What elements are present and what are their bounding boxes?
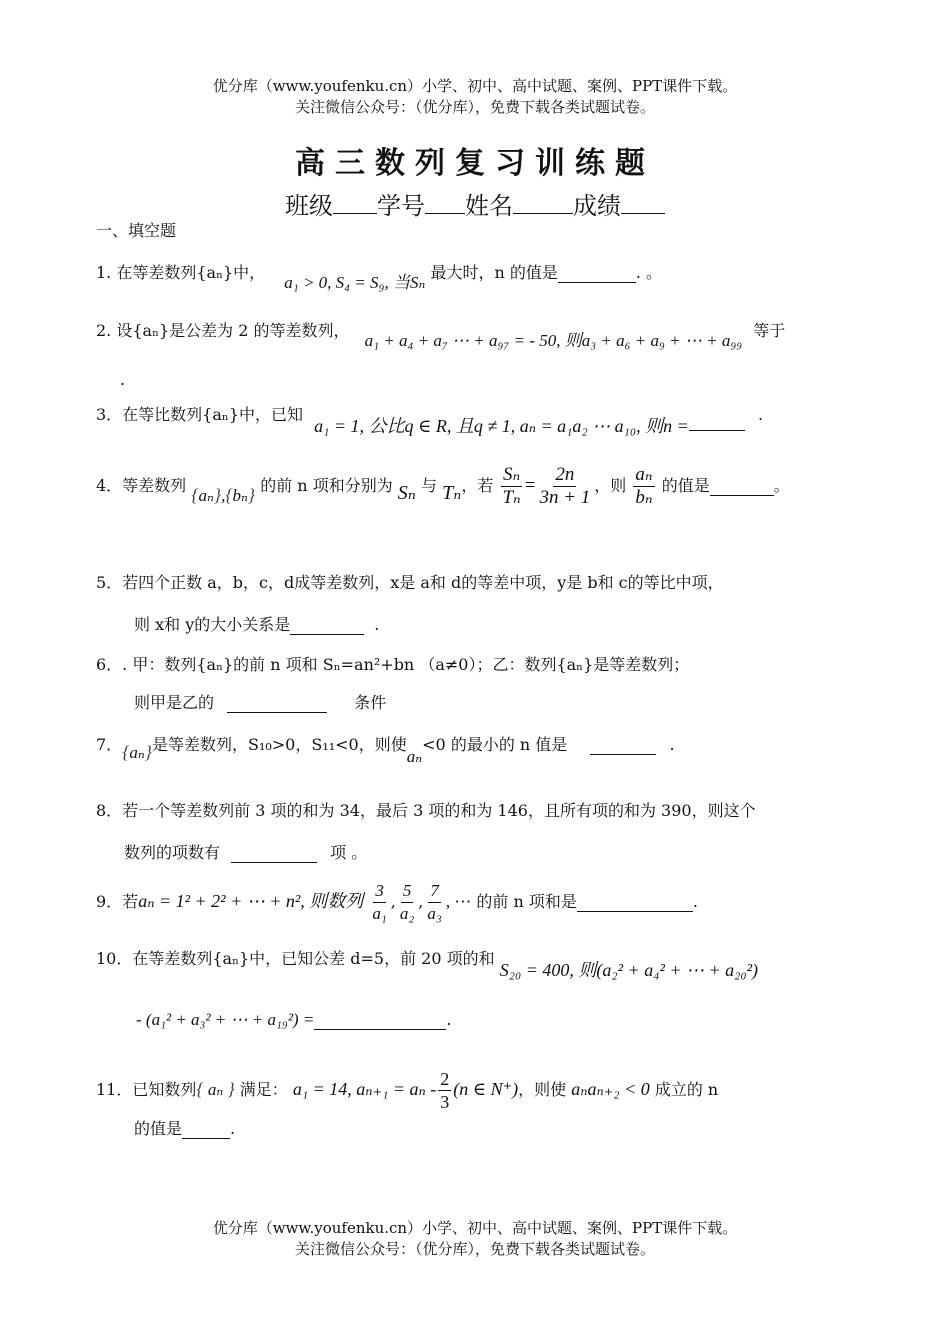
q9-text: 9．若 <box>96 892 139 911</box>
question-9: 9．若aₙ = 1² + 2² + ⋯ + n², 则数列 $\frac{3}{\text{a₁}}$ , $\frac{5}{\text{a₂}}$ , $\frac{7}{\text{a₃}}$ , ⋯ 的前 n 项和是 . <box>96 881 698 923</box>
section-heading: 一、填空题 <box>96 221 177 240</box>
q4-text-3: 与 <box>421 476 438 495</box>
question-10 <box>96 944 759 980</box>
q5-answer-blank <box>290 615 364 635</box>
q10-formula: S₂₀ = 400, 则(a₂² + a₄² + ⋯ + a₂₀²) <box>499 960 759 980</box>
q7-an: aₙ <box>406 747 423 766</box>
q7-text: 7． <box>96 735 123 754</box>
q9-text-2: 的前 n 项和是 <box>476 892 577 911</box>
q10-text: 10．在等差数列{aₙ}中，已知公差 d=5，前 20 项的和 <box>96 949 495 968</box>
question-11 <box>96 1068 718 1113</box>
q9-frac-2: $\frac{5}{\text{a₂}}$ <box>399 881 415 923</box>
question-5-line-1: 5．若四个正数 a，b，c，d成等差数列，x是 a和 d的等差中项，y是 b和 c的等比中项， <box>96 573 724 592</box>
question-2 <box>96 316 786 350</box>
q2-text: 2. 设{aₙ}是公差为 2 的等差数列， <box>96 321 350 340</box>
student-info-row <box>0 186 950 221</box>
q2-text-2: 等于 <box>753 321 786 340</box>
id-blank <box>425 191 465 214</box>
question-10-line-2 <box>136 1010 451 1030</box>
q4-sequences: {aₙ},{bₙ} <box>191 485 256 505</box>
q4-end: 。 <box>773 476 790 495</box>
q10-formula-2: - (a₁² + a₃² + ⋯ + a₁₉²) = <box>136 1010 315 1029</box>
q6-answer-blank <box>227 693 327 713</box>
q9-end: . <box>692 892 698 911</box>
q11-text-3: ，则使 <box>518 1080 567 1099</box>
q4-text-6: 的值是 <box>661 476 710 495</box>
q11-text-5: 的值是 <box>134 1119 183 1138</box>
name-label: 姓名 <box>465 192 513 220</box>
class-label: 班级 <box>285 192 333 220</box>
q4-ratio-rhs: $\frac{2n}{3n + 1}$ <box>539 464 591 508</box>
page-title: 高三数列复习训练题 <box>295 146 655 181</box>
question-11-line-2 <box>134 1116 235 1139</box>
q4-ratio-ab: $\frac{\text{aₙ}}{\text{bₙ}}$ <box>635 464 653 508</box>
question-5-line-2 <box>134 612 379 635</box>
name-blank <box>513 191 573 214</box>
q7-end: . <box>669 735 675 754</box>
q5-text: 则 x和 y的大小关系是 <box>134 615 291 634</box>
q11-sequence: { aₙ } <box>196 1079 235 1099</box>
q1-formula: a₁ > 0, S₄ = S₉, 当Sₙ <box>284 273 426 292</box>
q3-formula: a₁ = 1, 公比q ∈ R, 且q ≠ 1, aₙ = a₁a₂ ⋯ a₁₀, 则n = <box>314 416 689 436</box>
q5-end: . <box>374 615 380 634</box>
q9-answer-blank <box>577 892 693 912</box>
id-label: 学号 <box>377 192 425 220</box>
q11-text-2: 满足： <box>239 1080 288 1099</box>
score-blank <box>621 191 665 214</box>
q11-text-4: 成立的 n <box>654 1080 719 1099</box>
q4-ratio-lhs: $\frac{\text{Sₙ}}{\text{Tₙ}}$ <box>502 464 521 508</box>
q8-text: 数列的项数有 <box>124 843 221 862</box>
q6-end: 条件 <box>354 693 387 712</box>
score-label: 成绩 <box>573 192 621 220</box>
q7-text-3: <0 的最小的 n 值是 <box>422 735 568 754</box>
q8-answer-blank <box>231 843 317 863</box>
q10-answer-blank <box>314 1010 446 1030</box>
question-3 <box>96 400 764 436</box>
header-line-2: 关注微信公众号：（优分库），免费下载各类试题试卷。 <box>294 98 655 116</box>
q1-answer-blank <box>558 263 636 283</box>
q4-sn: Sₙ <box>397 482 416 504</box>
q4-text: 4．等差数列 <box>96 476 187 495</box>
q7-text-2: 是等差数列，S₁₀>0，S₁₁<0，则使 <box>151 735 407 754</box>
q11-text: 11．已知数列 <box>96 1080 197 1099</box>
q11-product: aₙaₙ₊₂ < 0 <box>571 1079 650 1099</box>
question-8-line-2 <box>124 840 367 863</box>
q8-end: 项 。 <box>330 843 368 862</box>
q1-end: . 。 <box>635 263 663 282</box>
q9-frac-3: $\frac{7}{\text{a₃}}$ <box>427 881 442 923</box>
q7-answer-blank <box>590 735 656 755</box>
q10-end: . <box>446 1010 452 1029</box>
q9-frac-1: $\frac{3}{\text{a₁}}$ <box>372 881 387 923</box>
q9-formula: aₙ = 1² + 2² + ⋯ + n², 则数列 <box>138 891 364 911</box>
q4-answer-blank <box>710 476 774 496</box>
q11-answer-blank <box>182 1119 230 1139</box>
header-line-1: 优分库（www.youfenku.cn）小学、初中、高中试题、案例、PPT课件下载。 <box>212 77 738 95</box>
q1-text-2: 最大时，n 的值是 <box>430 263 558 282</box>
q3-answer-blank <box>689 411 745 431</box>
q4-tn: Tₙ <box>442 482 462 504</box>
q1-text: 1. 在等差数列{aₙ}中， <box>96 263 266 282</box>
class-blank <box>333 191 377 214</box>
footer-line-1: 优分库（www.youfenku.cn）小学、初中、高中试题、案例、PPT课件下载。 <box>212 1219 738 1237</box>
q2-formula: a₁ + a₄ + a₇ ⋯ + a₉₇ = - 50, 则a₃ + a₆ + a₉ + ⋯ + a₉₉ <box>364 331 743 350</box>
question-7 <box>96 732 675 766</box>
q11-formula-2: (n ∈ N⁺) <box>453 1079 519 1099</box>
q3-end: . <box>757 405 764 424</box>
q11-end: . <box>230 1119 236 1138</box>
q3-text: 3．在等比数列{aₙ}中，已知 <box>96 405 304 424</box>
q2-end: . <box>120 370 126 389</box>
question-4: 4．等差数列 {aₙ},{bₙ} 的前 n 项和分别为 Sₙ 与 Tₙ，若 $\frac{\text{Sₙ}}{\text{Tₙ}}$ = $\frac{2n}{3n + 1}$ ，则 $\frac{\text{aₙ}}{\text{bₙ}}$ 的值是 。 <box>96 464 790 508</box>
question-6-line-1: 6．. 甲：数列{aₙ}的前 n 项和 Sₙ=an²+bn （a≠0）；乙：数列{aₙ}是等差数列； <box>96 655 690 674</box>
q11-frac: $\frac{2}{3}$ <box>440 1069 450 1112</box>
q11-formula: a₁ = 14, aₙ₊₁ = aₙ - <box>292 1079 437 1099</box>
question-8-line-1: 8．若一个等差数列前 3 项的和为 34，最后 3 项的和为 146，且所有项的和为 390，则这个 <box>96 801 756 820</box>
footer-line-2: 关注微信公众号：（优分库），免费下载各类试题试卷。 <box>294 1240 655 1258</box>
q4-text-4: ，若 <box>461 476 494 495</box>
question-1 <box>96 258 663 292</box>
q7-sequence: {aₙ} <box>122 742 152 762</box>
q4-text-5: ，则 <box>594 476 627 495</box>
q4-text-2: 的前 n 项和分别为 <box>260 476 393 495</box>
q6-text: 则甲是乙的 <box>134 693 215 712</box>
question-6-line-2 <box>134 690 386 713</box>
